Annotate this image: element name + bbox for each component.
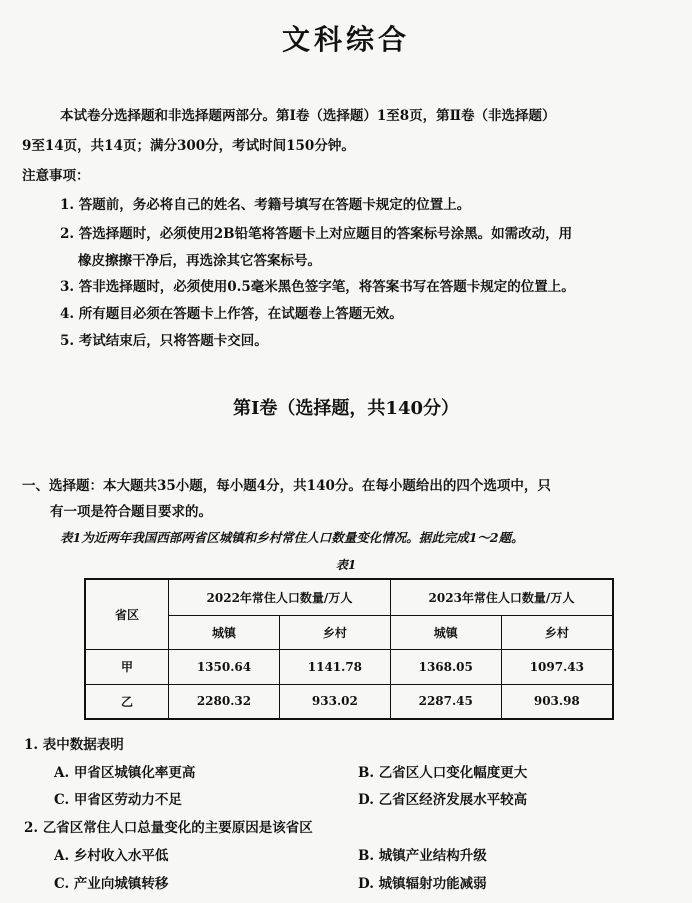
- page-title: 文科综合: [281, 23, 410, 56]
- intro-line-1: 本试卷分选择题和非选择题两部分。第Ⅰ卷（选择题）1至8页，第Ⅱ卷（非选择题）: [60, 108, 556, 124]
- section-title: 第Ⅰ卷（选择题，共140分）: [233, 398, 459, 419]
- question-2-stem: 2. 乙省区常住人口总量变化的主要原因是该省区: [24, 820, 313, 836]
- question-1-option-d: D. 乙省区经济发展水平较高: [358, 792, 528, 808]
- notice-heading: 注意事项：: [22, 168, 90, 184]
- table-caption: 表1: [335, 558, 357, 572]
- table-row: [85, 684, 613, 719]
- notice-item-1: 1. 答题前，务必将自己的姓名、考籍号填写在答题卡规定的位置上。: [60, 197, 471, 213]
- table-value-cell: 1368.05: [390, 649, 501, 684]
- table-sub-header: 城镇: [390, 615, 501, 649]
- notice-item-5: 5. 考试结束后，只将答题卡交回。: [60, 333, 268, 349]
- notice-item-2-cont: 橡皮擦擦干净后，再选涂其它答案标号。: [78, 253, 321, 269]
- question-2-option-a: A. 乡村收入水平低: [54, 848, 169, 864]
- table-year-header: 2022年常住人口数量/万人: [169, 579, 391, 615]
- table-value-cell: 1097.43: [501, 649, 613, 684]
- table-region-cell: 乙: [85, 684, 169, 719]
- question-2-option-b: B. 城镇产业结构升级: [358, 848, 487, 864]
- table-value-cell: 1350.64: [169, 649, 280, 684]
- notice-item-2: 2. 答选择题时，必须使用2B铅笔将答题卡上对应题目的答案标号涂黑。如需改动，用: [60, 226, 573, 242]
- table-sub-header: 乡村: [501, 615, 613, 649]
- question-1-stem: 1. 表中数据表明: [24, 737, 124, 753]
- table-value-cell: 933.02: [279, 684, 390, 719]
- notice-item-3: 3. 答非选择题时，必须使用0.5毫米黑色签字笔，将答案书写在答题卡规定的位置上。: [60, 279, 575, 295]
- table-sub-header: 乡村: [279, 615, 390, 649]
- table-value-cell: 2280.32: [169, 684, 280, 719]
- question-context: 表1为近两年我国西部两省区城镇和乡村常住人口数量变化情况。据此完成1～2题。: [60, 530, 524, 545]
- question-1-option-b: B. 乙省区人口变化幅度更大: [358, 765, 528, 781]
- question-1-option-a: A. 甲省区城镇化率更高: [54, 765, 196, 781]
- question-1-option-c: C. 甲省区劳动力不足: [54, 792, 182, 808]
- table-value-cell: 1141.78: [279, 649, 390, 684]
- table-region-cell: 甲: [85, 649, 169, 684]
- question-2-option-d: D. 城镇辐射功能减弱: [358, 876, 487, 892]
- intro-line-2: 9至14页，共14页；满分300分，考试时间150分钟。: [22, 138, 355, 154]
- population-table: [84, 578, 614, 720]
- question-2-option-c: C. 产业向城镇转移: [54, 876, 169, 892]
- part-one-line-1: 一、选择题：本大题共35小题，每小题4分，共140分。在每小题给出的四个选项中，只: [22, 478, 551, 494]
- table-row: [85, 649, 613, 684]
- notice-item-4: 4. 所有题目必须在答题卡上作答，在试题卷上答题无效。: [60, 306, 403, 322]
- part-one-line-2: 有一项是符合题目要求的。: [50, 504, 212, 520]
- table-value-cell: 903.98: [501, 684, 613, 719]
- table-value-cell: 2287.45: [390, 684, 501, 719]
- table-year-header: 2023年常住人口数量/万人: [390, 579, 613, 615]
- table-corner-header: 省区: [85, 579, 169, 649]
- table-sub-header: 城镇: [169, 615, 280, 649]
